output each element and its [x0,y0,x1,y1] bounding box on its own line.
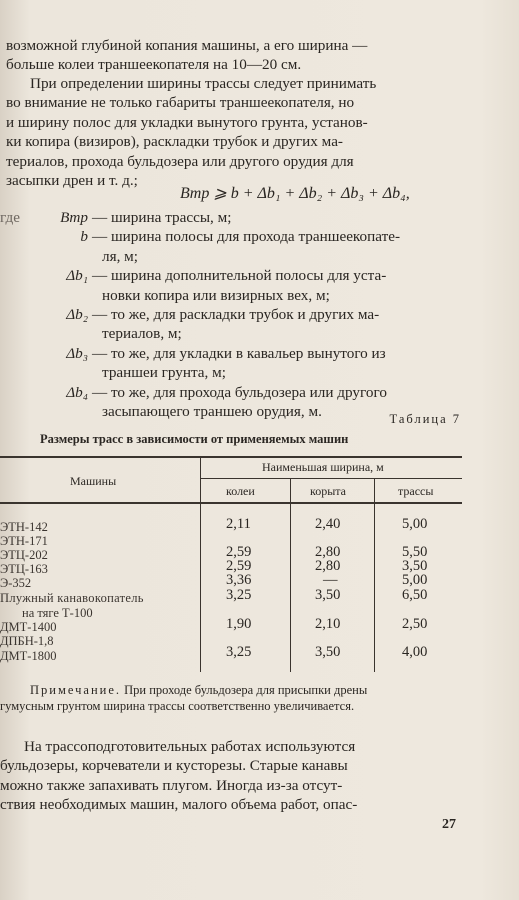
cell-kolei: 2,59 [226,544,252,560]
cell-trassy: 4,00 [402,644,428,660]
cell-koryta: 2,10 [315,616,341,632]
cell-trassy: 5,00 [402,516,428,532]
header-koryta: корыта [310,484,346,498]
definition-row [0,208,460,227]
text-line: и ширину полос для укладки вынутого грунта, установ- [6,113,368,131]
cell-trassy: 5,50 [402,544,428,560]
trace-size-table [0,456,462,676]
definition-symbol: Bтр [60,209,88,226]
definition-text: — то же, для раскладки трубок и других ма- [92,306,380,324]
table-rule-v1 [200,456,201,672]
table-caption: Таблица 7 [389,412,461,426]
table-row-name: ДМТ-1400 [0,620,57,634]
definition-text: траншеи грунта, м; [102,364,226,382]
cell-koryta: 2,40 [315,516,341,532]
definition-text: — то же, для укладки в кавальер вынутого из [92,344,386,362]
cell-koryta: 2,80 [315,558,341,574]
definition-lead: где [0,209,20,226]
header-kolei: колеи [226,484,255,498]
cell-kolei: 2,11 [226,516,251,532]
cell-kolei: 2,59 [226,558,252,574]
note-label: Примечание. [30,683,122,697]
text-line: На трассоподготовительных работах используются [24,738,356,755]
paragraph-width [6,74,461,190]
definition-row [0,344,460,383]
text-line: можно также запахивать плугом. Иногда из-за отсут- [0,776,343,794]
definition-row [0,227,460,266]
definition-lead [0,344,36,383]
table-row-name: Э-352 [0,576,32,590]
paragraph-top [6,36,461,75]
cell-trassy: 2,50 [402,616,428,632]
definition-row [0,305,460,344]
table-row-name: ДМТ-1800 [0,649,57,663]
page-number: 27 [442,817,456,832]
definition-symbol: Δb₄ [66,383,88,401]
table-note [0,682,462,714]
table-row-name: ЭТЦ-202 [0,548,48,562]
table-rule-v2 [290,478,291,672]
text-line: териалов, прохода бульдозера или другого орудия для [6,152,354,170]
text-line: ки копира (визиров), раскладки трубок и других ма- [6,133,343,151]
definition-row [0,266,460,305]
cell-kolei: 3,25 [226,587,252,603]
definition-text: ля, м; [102,247,138,265]
table-row-name: ЭТЦ-163 [0,562,48,576]
table-title: Размеры трасс в зависимости от применяемых машин [40,432,349,446]
definition-text: — ширина дополнительной полосы для уста- [92,267,387,285]
table-row-name: ДПБН-1,8 [0,634,54,648]
definition-symbol: b [80,228,88,246]
definition-symbol: Δb₁ [66,267,88,285]
table-rule-sub [200,478,462,479]
text-line: ствия необходимых машин, малого объема работ, опас- [0,796,358,814]
text-line: во внимание не только габариты траншеекопателя, но [6,94,355,112]
definitions-list [0,208,460,421]
definition-lead [0,227,36,266]
header-trassy: трассы [398,484,434,498]
cell-trassy: 3,50 [402,558,428,574]
cell-trassy: 6,50 [402,587,428,603]
cell-koryta: 2,80 [315,544,341,560]
text-line: возможной глубиной копания машины, а его ширина — [6,37,368,54]
cell-koryta: — [323,572,338,588]
table-rule-top [0,456,462,458]
formula: Bтр ⩾ b + Δb₁ + Δb₂ + Δb₃ + Δb₄, [180,185,410,202]
cell-kolei: 3,25 [226,644,252,660]
table-rule-head [0,502,462,504]
definition-symbol: Δb₃ [66,344,88,362]
definition-lead [0,266,36,305]
table-row-name: на тяге Т-100 [22,606,93,620]
note-text: При проходе бульдозера для присыпки дрены [124,683,368,697]
definition-lead [0,383,36,422]
definition-text: териалов, м; [102,325,182,343]
definition-text: — ширина полосы для прохода траншеекопате- [92,228,401,246]
table-row-name: Плужный канавокопатель [0,591,144,605]
header-min-width: Наименьшая ширина, м [262,460,384,474]
cell-koryta: 3,50 [315,644,341,660]
table-row-name: ЭТН-142 [0,520,48,534]
definition-lead [0,305,36,344]
table-row-name: ЭТН-171 [0,534,48,548]
note-text: гумусным грунтом ширина трассы соответственно увеличивается. [0,699,355,713]
cell-kolei: 3,36 [226,572,252,588]
cell-kolei: 1,90 [226,616,252,632]
text-line: засыпки дрен и т. д.; [6,172,138,190]
table-rule-v3 [374,478,375,672]
cell-koryta: 3,50 [315,587,341,603]
text-line: бульдозеры, корчеватели и кусторезы. Старые канавы [0,757,348,775]
definition-text: засыпающего траншею орудия, м. [102,403,322,421]
definition-text: — ширина трассы, м; [92,209,232,226]
text-line: При определении ширины трассы следует принимать [30,75,377,92]
text-line: больше колеи траншеекопателя на 10—20 см. [6,56,302,74]
definition-text: — то же, для прохода бульдозера или другого [92,383,387,401]
definition-symbol: Δb₂ [66,306,88,324]
cell-trassy: 5,00 [402,572,428,588]
definition-text: новки копира или визирных вех, м; [102,286,330,304]
header-machines: Машины [70,474,117,488]
paragraph-bottom [0,737,462,815]
